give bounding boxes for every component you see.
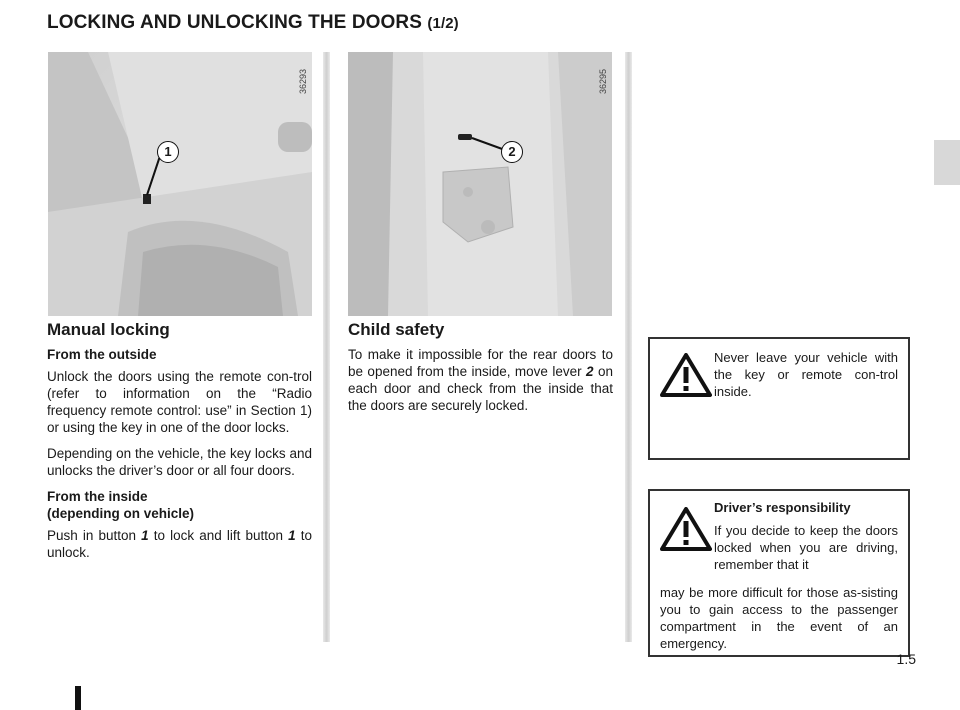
column-divider — [625, 52, 632, 642]
page-corner-mark — [75, 686, 81, 710]
paragraph: Unlock the doors using the remote con-trol (refer to information on the “Radio frequency remote control: use” in Section 1) or using the key in one of the door locks. — [47, 369, 312, 435]
callout-2: 2 — [501, 141, 523, 163]
section-tab — [934, 140, 960, 185]
column-divider — [323, 52, 330, 642]
section-heading: Manual locking — [47, 320, 170, 339]
door-edge-illustration — [348, 52, 612, 316]
warning-triangle-icon — [660, 507, 712, 551]
subheading: (depending on vehicle) — [47, 506, 195, 521]
page-number: 1.5 — [896, 651, 916, 667]
door-interior-illustration — [48, 52, 312, 316]
subheading: From the outside — [47, 347, 157, 362]
callout-1: 1 — [157, 141, 179, 163]
warning-title: Driver’s responsibility — [714, 500, 851, 515]
warning-text: may be more difficult for those as-sisting you to gain access to the passenger compartment in the event of an emergency. — [660, 585, 898, 651]
warning-box — [648, 489, 910, 657]
warning-text: If you decide to keep the doors locked when you are driving, remember that it — [714, 523, 898, 572]
page-title: LOCKING AND UNLOCKING THE DOORS (1/2) — [47, 12, 459, 33]
warning-box — [648, 337, 910, 460]
paragraph: Depending on the vehicle, the key locks and unlocks the driver’s door or all four doors. — [47, 446, 312, 478]
warning-triangle-icon — [660, 353, 712, 397]
manual-locking-section — [47, 321, 312, 570]
paragraph: To make it impossible for the rear doors to be opened from the inside, move lever 2 on each door and check from the inside that the doors are securely locked. — [348, 347, 613, 413]
child-safety-section — [348, 321, 613, 423]
subheading: From the inside — [47, 489, 148, 504]
paragraph: Push in button 1 to lock and lift button 1 to unlock. — [47, 528, 312, 560]
warning-text: Never leave your vehicle with the key or remote con-trol inside. — [714, 350, 898, 399]
image-number: 36295 — [598, 68, 608, 94]
warning-body — [714, 499, 898, 573]
section-heading: Child safety — [348, 320, 445, 339]
image-number: 36293 — [298, 68, 308, 94]
